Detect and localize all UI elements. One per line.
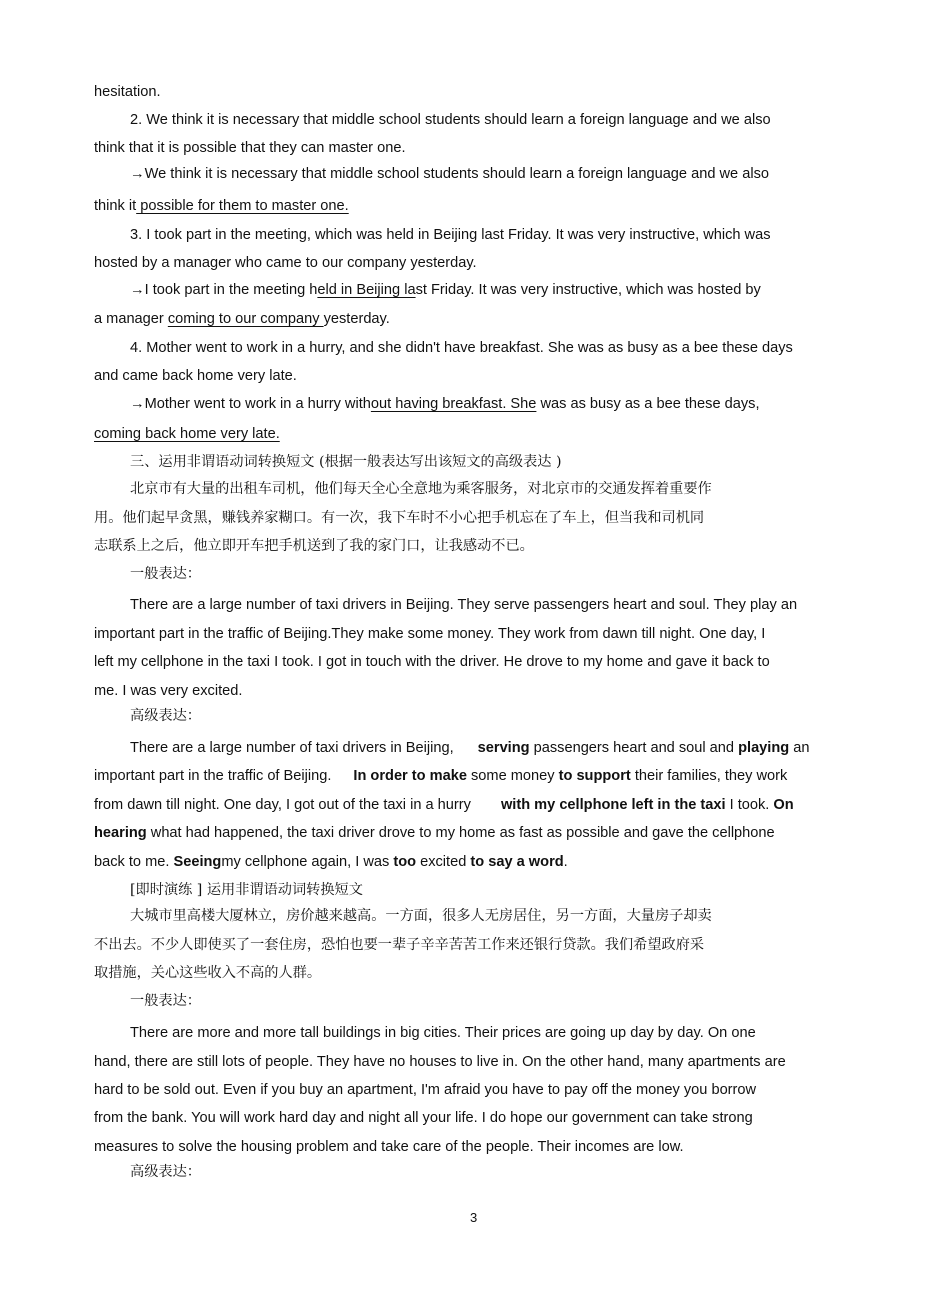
label-general-expression: 一般表达：: [130, 566, 201, 582]
text-segment: back to me.: [94, 854, 174, 870]
item-2-answer: →We think it is necessary that middle school students should learn a foreign language and we also: [130, 166, 769, 182]
item-4-sentence: 4. Mother went to work in a hurry, and she didn't have breakfast. She was as busy as a bee these days: [130, 340, 793, 356]
key-phrase: In order to make: [353, 768, 467, 784]
text-segment: think it: [94, 198, 137, 214]
text-line: and came back home very late.: [94, 368, 297, 384]
text-segment: yesterday.: [323, 311, 390, 327]
section-3-heading: 三、运用非谓语动词转换短文 (根据一般表达写出该短文的高级表达 ): [130, 454, 562, 470]
chinese-passage-line: 志联系上之后，他立即开车把手机送到了我的家门口，让我感动不已。: [94, 538, 534, 554]
text-segment: an: [789, 740, 810, 756]
label-advanced-expression: 高级表达：: [130, 708, 201, 724]
general-expression-line: left my cellphone in the taxi I took. I got in touch with the driver. He drove to my home and gave it back to: [94, 654, 770, 670]
text-segment: →I took part in the meeting h: [130, 282, 318, 298]
general-expression-line: hand, there are still lots of people. They have no houses to live in. On the other hand, many apartments are: [94, 1054, 786, 1070]
text-segment: my cellphone again, I was: [221, 854, 394, 870]
answer-blank: coming back home very late.: [94, 426, 280, 442]
text-segment: →Mother went to work in a hurry with: [130, 396, 371, 412]
text-segment: was as busy as a bee these days,: [536, 396, 760, 412]
chinese-passage-line: 不出去。不少人即使买了一套住房，恐怕也要一辈子辛辛苦苦工作来还银行贷款。我们希望政府采: [94, 937, 705, 953]
advanced-expression-line: [94, 853, 568, 871]
page-number: 3: [470, 1210, 478, 1225]
key-phrase: too: [393, 854, 417, 870]
key-phrase: hearing: [94, 825, 147, 841]
text-segment: .: [563, 854, 568, 870]
advanced-expression-line: [130, 739, 809, 757]
key-phrase: On: [773, 797, 794, 813]
item-3-sentence: 3. I took part in the meeting, which was held in Beijing last Friday. It was very instructive, which was: [130, 227, 771, 243]
advanced-expression-line: [94, 824, 775, 842]
key-phrase: to support: [558, 768, 631, 784]
general-expression-line: hard to be sold out. Even if you buy an apartment, I'm afraid you have to pay off the money you borrow: [94, 1082, 757, 1098]
key-phrase: serving: [477, 740, 530, 756]
text-line: hosted by a manager who came to our company yesterday.: [94, 255, 477, 271]
text-segment: excited: [416, 854, 471, 870]
label-advanced-expression: 高级表达：: [130, 1164, 201, 1180]
chinese-passage-line: 北京市有大量的出租车司机，他们每天全心全意地为乘客服务，对北京市的交通发挥着重要作: [130, 481, 712, 497]
advanced-expression-line: [94, 796, 794, 814]
text-segment: st Friday. It was very instructive, which was hosted by: [415, 282, 761, 298]
text-segment: passengers heart and soul and: [529, 740, 739, 756]
answer-blank: eld in Beijing la: [317, 282, 416, 298]
key-phrase: with my cellphone left in the taxi: [500, 797, 726, 813]
label-general-expression: 一般表达：: [130, 993, 201, 1009]
text-line: hesitation.: [94, 84, 161, 100]
text-line: think that it is possible that they can master one.: [94, 140, 406, 156]
text-segment: I took.: [725, 797, 774, 813]
chinese-passage-line: 用。他们起早贪黑，赚钱养家糊口。有一次，我下车时不小心把手机忘在了车上，但当我和司机同: [94, 510, 705, 526]
text-segment: some money: [466, 768, 559, 784]
general-expression-line: measures to solve the housing problem and take care of the people. Their incomes are low.: [94, 1139, 684, 1155]
text-segment: their families, they work: [630, 768, 788, 784]
key-phrase: Seeing: [173, 854, 222, 870]
general-expression-line: There are more and more tall buildings in big cities. Their prices are going up day by day. On one: [130, 1025, 756, 1041]
general-expression-line: There are a large number of taxi drivers in Beijing. They serve passengers heart and soul. They play an: [130, 597, 798, 613]
general-expression-line: important part in the traffic of Beijing.They make some money. They work from dawn till night. One day, I: [94, 626, 766, 642]
answer-line: [94, 310, 390, 328]
item-3-answer: [130, 281, 761, 299]
text-segment: There are a large number of taxi drivers in Beijing,: [130, 740, 454, 756]
answer-blank: coming to our company: [167, 311, 324, 327]
answer-line: [94, 425, 280, 443]
answer-blank: possible for them to master one.: [136, 198, 349, 214]
item-2-sentence: 2. We think it is necessary that middle school students should learn a foreign language and we also: [130, 112, 771, 128]
chinese-passage-line: 大城市里高楼大厦林立，房价越来越高。一方面，很多人无房居住，另一方面，大量房子却卖: [130, 908, 712, 924]
item-4-answer: [130, 395, 760, 413]
answer-blank: out having breakfast. She: [370, 396, 537, 412]
text-segment: what had happened, the taxi driver drove to my home as fast as possible and gave the cellphone: [146, 825, 775, 841]
practice-heading: [即时演练 ] 运用非谓语动词转换短文: [130, 882, 363, 898]
answer-line: [94, 197, 349, 215]
general-expression-line: from the bank. You will work hard day and night all your life. I do hope our government can take strong: [94, 1110, 753, 1126]
text-segment: from dawn till night. One day, I got out of the taxi in a hurry: [94, 797, 471, 813]
chinese-passage-line: 取措施，关心这些收入不高的人群。: [94, 965, 322, 981]
key-phrase: playing: [738, 740, 790, 756]
general-expression-line: me. I was very excited.: [94, 683, 243, 699]
key-phrase: to say a word: [470, 854, 564, 870]
advanced-expression-line: [94, 767, 787, 785]
text-segment: a manager: [94, 311, 168, 327]
text-segment: important part in the traffic of Beijing.: [94, 768, 332, 784]
